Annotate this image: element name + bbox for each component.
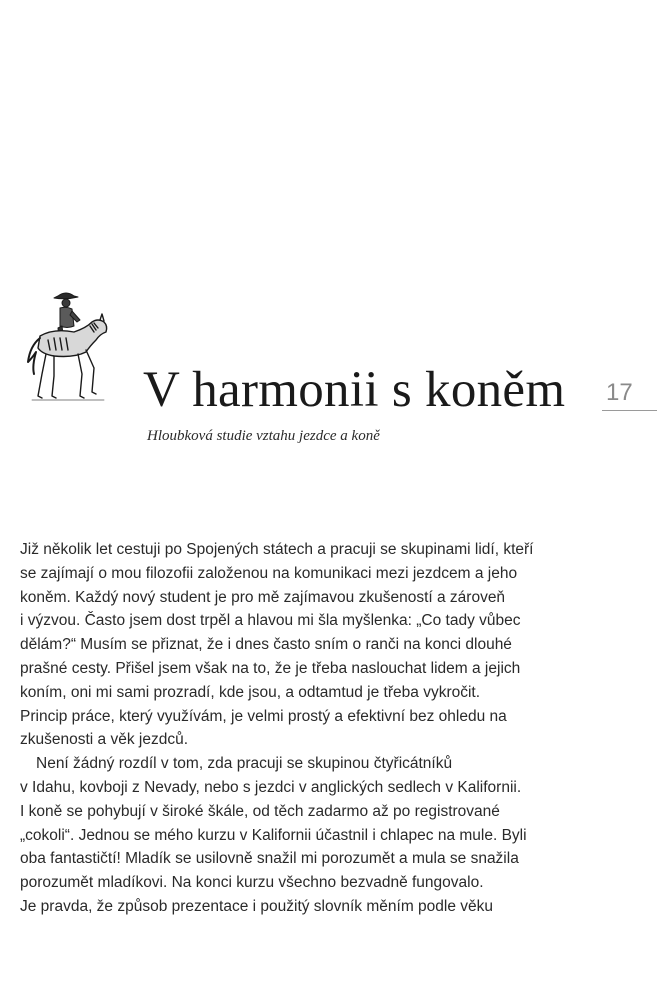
page-number: 17 [606, 379, 633, 406]
body-line: oba fantastičtí! Mladík se usilovně snažil mi porozumět a mula se snažila [20, 850, 519, 868]
body-line: Není žádný rozdíl v tom, zda pracuji se skupinou čtyřicátníků [36, 755, 453, 773]
body-line: Již několik let cestuji po Spojených státech a pracuji se skupinami lidí, kteří [20, 541, 534, 558]
body-line: dělám?“ Musím se přiznat, že i dnes často sním o ranči na konci dlouhé [20, 636, 512, 654]
body-line: I koně se pohybují v široké škále, od těch zadarmo až po registrované [20, 802, 500, 820]
body-line: v Idahu, kovboji z Nevady, nebo s jezdci v anglických sedlech v Kalifornii. [20, 778, 522, 796]
page-number-rule [602, 410, 657, 411]
body-line: zkušenosti a věk jezdců. [20, 731, 189, 749]
body-line: i výzvou. Často jsem dost trpěl a hlavou mi šla myšlenka: „Co tady vůbec [20, 612, 521, 630]
chapter-title: V harmonii s koněm [143, 362, 566, 418]
body-line: koním, oni mi sami prozradí, kde jsou, a odtamtud je třeba vykročit. [20, 683, 481, 701]
body-line: Je pravda, že způsob prezentace i použitý slovník měním podle věku [20, 897, 494, 915]
body-line: koněm. Každý nový student je pro mě zajímavou zkušeností a zároveň [20, 588, 506, 606]
body-text [20, 538, 620, 919]
body-line: se zajímají o mou filozofii založenou na komunikaci mezi jezdcem a jeho [20, 564, 518, 582]
body-line: „cokoli“. Jednou se mého kurzu v Kalifornii účastnil i chlapec na mule. Byli [20, 826, 527, 844]
cowboy-on-horse-icon [20, 288, 112, 410]
chapter-subtitle: Hloubková studie vztahu jezdce a koně [147, 428, 380, 444]
body-line: Princip práce, který využívám, je velmi prostý a efektivní bez ohledu na [20, 707, 507, 725]
body-line: prašné cesty. Přišel jsem však na to, že je třeba naslouchat lidem a jejich [20, 659, 521, 677]
body-line: porozumět mladíkovi. Na konci kurzu všechno bezvadně fungovalo. [20, 874, 484, 892]
